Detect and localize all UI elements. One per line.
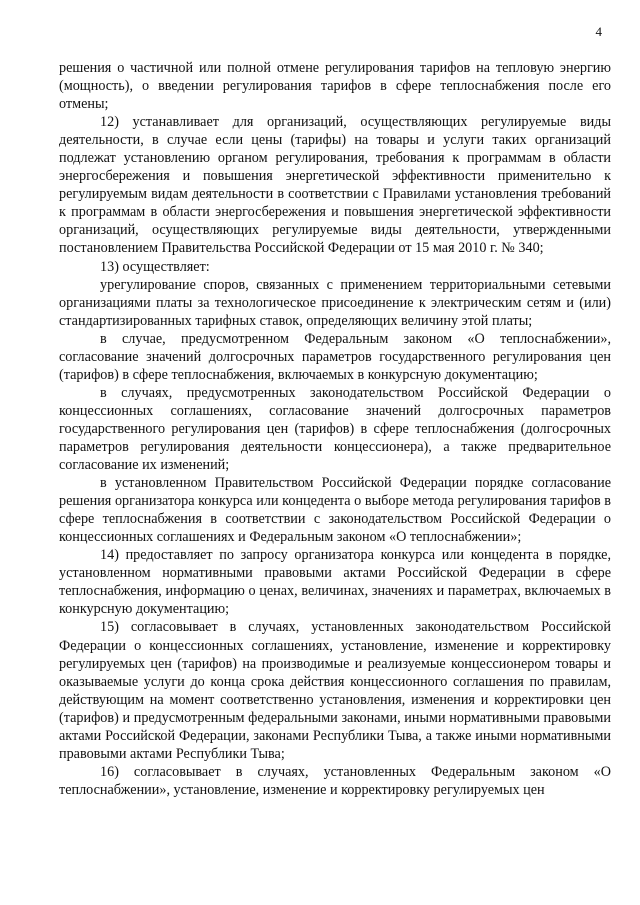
paragraph-continuation: решения о частичной или полной отмене регулирования тарифов на тепловую энергию (мощность), о введении регулирования тарифов в сфере теплоснабжения после его отмены;	[59, 60, 611, 113]
paragraph-item-15: 15) согласовывает в случаях, установленных законодательством Российской Федерации о концессионных соглашениях, установление, изменение и корректировку регулируемых цен (тарифов) на производимые и реализуемые концессионером товары и оказываемые услуги до конца срока действия концессионного соглашения по правилам, действующим на момент соответственно установления, изменения и корректировки цен (тарифов) и предусмотренным федеральными законами, иными нормативными правовыми актами Российской Федерации, законами Республики Тыва, а также иными нормативными правовыми актами Республики Тыва;	[59, 619, 611, 762]
document-body	[59, 59, 611, 799]
paragraph-item-13: 13) осуществляет:	[100, 258, 210, 275]
paragraph-item-14: 14) предоставляет по запросу организатора конкурса или концедента в порядке, установленном нормативными правовыми актами Российской Федерации в сфере теплоснабжения, информацию о ценах, величинах, значениях и параметрах, включаемых в конкурсную документацию;	[59, 547, 611, 618]
page-number: 4	[595, 24, 602, 39]
paragraph-item-13-concession-approval: в случаях, предусмотренных законодательством Российской Федерации о концессионных соглашениях, согласование значений долгосрочных параметров государственного регулирования цен (тарифов) в сфере теплоснабжения (долгосрочных параметров регулирования деятельности концессионера), а также предварительное согласование их изменений;	[59, 384, 611, 474]
paragraph-item-13-tender-approval: в случае, предусмотренном Федеральным законом «О теплоснабжении», согласование значений долгосрочных параметров государственного регулирования цен (тарифов) в сфере теплоснабжения, включаемых в конкурсную документацию;	[59, 330, 611, 383]
paragraph-item-12: 12) устанавливает для организаций, осуществляющих регулируемые виды деятельности, в случае если цены (тарифы) на товары и услуги таких организаций подлежат установлению органом регулирования, требования к программам в области энергосбережения и повышения энергетической эффективности применительно к регулируемым видам деятельности в соответствии с Правилами установления требований к программам в области энергосбережения и повышения энергетической эффективности организаций, осуществляющих регулируемые виды деятельности, утвержденными постановлением Правительства Российской Федерации от 15 мая 2010 г. № 340;	[59, 114, 611, 257]
paragraph-item-16: 16) согласовывает в случаях, установленных Федеральным законом «О теплоснабжении», установление, изменение и корректировку регулируемых цен	[59, 763, 611, 798]
paragraph-item-13-method-approval: в установленном Правительством Российской Федерации порядке согласование решения организатора конкурса или концедента о выборе метода регулирования тарифов в сфере теплоснабжения в соответствии с законодательством Российской Федерации о концессионных соглашениях и Федеральным законом «О теплоснабжении»;	[59, 475, 611, 546]
paragraph-item-13-dispute-resolution: урегулирование споров, связанных с применением территориальными сетевыми организациями платы за технологическое присоединение к электрическим сетям и (или) стандартизированных тарифных ставок, определяющих величину этой платы;	[59, 276, 611, 329]
